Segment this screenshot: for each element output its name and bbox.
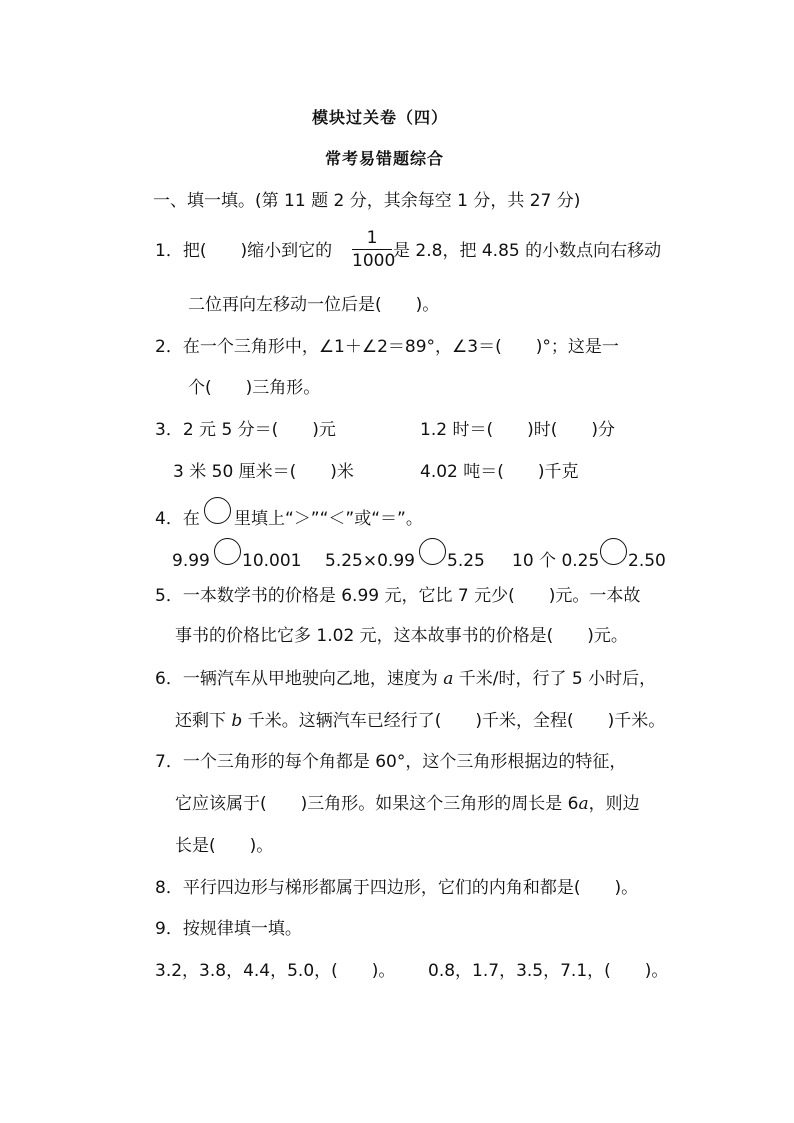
question-6-text-d: 千米。这辆汽车已经行了( )千米，全程( )千米。 [242, 711, 666, 731]
question-6-text-c: 还剩下 [175, 711, 232, 731]
compare-circle[interactable] [214, 538, 241, 565]
question-7-text-b: ，则边 [588, 794, 640, 814]
compare-3-right: 2.50 [628, 551, 666, 571]
question-9-line-1: 9．按规律填一填。 [155, 919, 302, 939]
compare-3-left: 10 个 0.25 [512, 551, 600, 571]
question-2-line-1: 2．在一个三角形中，∠1＋∠2＝89°，∠3＝( )°；这是一 [155, 337, 619, 357]
question-1-fraction [352, 228, 396, 271]
question-1-line-1a: 1．把( )缩小到它的 [155, 241, 333, 261]
fraction-denominator: 1000 [352, 251, 396, 271]
page-subtitle: 常考易错题综合 [325, 149, 445, 168]
page-title: 模块过关卷（四） [312, 108, 449, 127]
question-6-text-b: 千米/时，行了 5 小时后， [453, 669, 657, 689]
question-3-d: 4.02 吨＝( )千克 [420, 462, 579, 482]
compare-2-left: 5.25×0.99 [325, 551, 415, 571]
question-4-line-1a: 4．在 [155, 509, 200, 529]
question-3-a: 3．2 元 5 分＝( )元 [155, 420, 336, 440]
question-3-c: 3 米 50 厘米＝( )米 [173, 462, 354, 482]
question-9-sequence-2: 0.8，1.7，3.5，7.1，( )。 [428, 961, 669, 981]
variable-b: b [231, 711, 243, 731]
question-9-sequence-1: 3.2，3.8，4.4，5.0，( )。 [155, 961, 396, 981]
question-5-line-2: 事书的价格比它多 1.02 元，这本故事书的价格是( )元。 [175, 626, 628, 646]
question-5-line-1: 5．一本数学书的价格是 6.99 元，它比 7 元少( )元。一本故 [155, 586, 641, 606]
compare-circle[interactable] [204, 497, 231, 524]
question-7-text-a: 它应该属于( )三角形。如果这个三角形的周长是 6 [175, 794, 579, 814]
question-4-line-1b: 里填上“＞”“＜”或“＝”。 [234, 509, 423, 529]
question-1-line-1b: 是 2.8，把 4.85 的小数点向右移动 [393, 241, 662, 261]
compare-circle[interactable] [600, 538, 627, 565]
question-1-line-2: 二位再向左移动一位后是( )。 [188, 295, 440, 315]
question-7-line-1: 7．一个三角形的每个角都是 60°，这个三角形根据边的特征， [155, 752, 627, 772]
question-3-b: 1.2 时＝( )时( )分 [420, 420, 615, 440]
question-8-line-1: 8．平行四边形与梯形都属于四边形，它们的内角和都是( )。 [155, 878, 639, 898]
question-6-line-2 [175, 710, 665, 732]
question-7-line-2 [175, 793, 640, 815]
fraction-numerator: 1 [366, 228, 378, 248]
variable-a: a [443, 669, 454, 689]
compare-2-right: 5.25 [447, 551, 485, 571]
question-6-line-1 [155, 668, 656, 690]
compare-1-right: 10.001 [242, 551, 302, 571]
question-2-line-2: 个( )三角形。 [188, 378, 321, 398]
question-7-line-3: 长是( )。 [175, 836, 274, 856]
question-6-text-a: 6．一辆汽车从甲地驶向乙地，速度为 [155, 669, 444, 689]
compare-1-left: 9.99 [172, 551, 210, 571]
compare-circle[interactable] [419, 538, 446, 565]
variable-a: a [578, 794, 589, 814]
section-heading: 一、填一填。(第 11 题 2 分，其余每空 1 分，共 27 分) [153, 191, 581, 211]
fraction-bar [352, 249, 392, 250]
